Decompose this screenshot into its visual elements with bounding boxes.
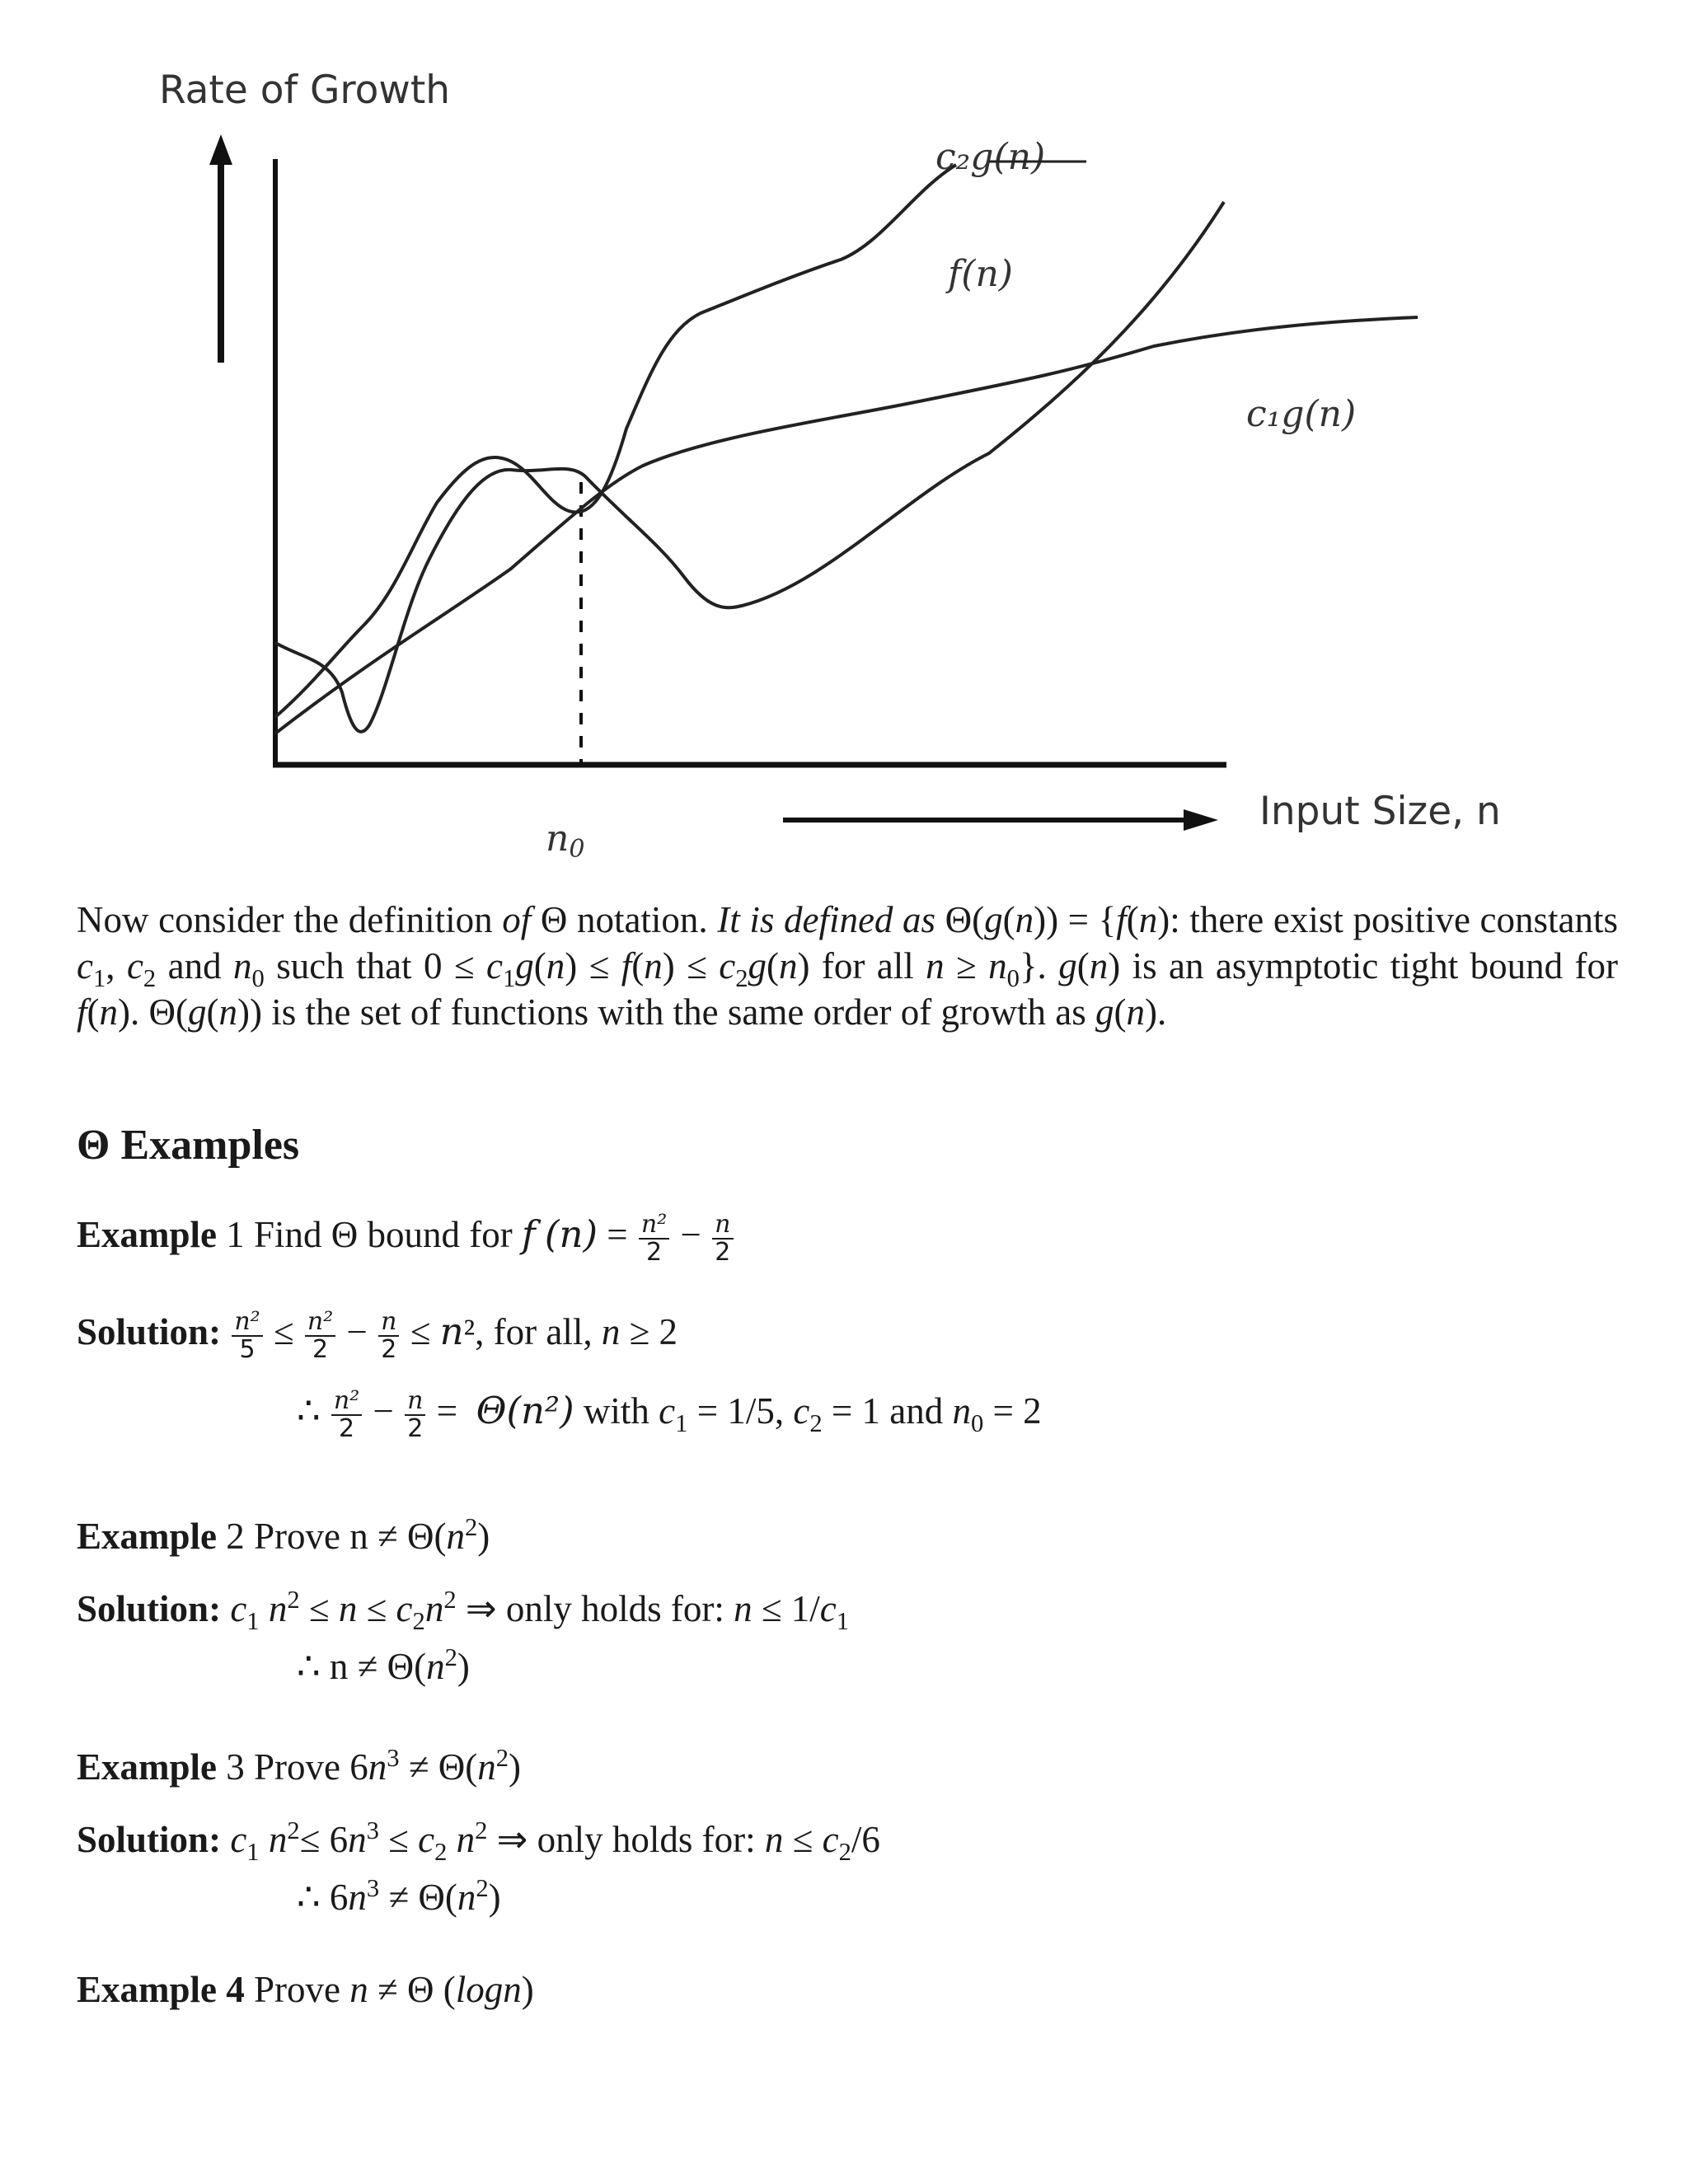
y-axis-label: Rate of Growth [159,68,451,113]
fraction: $\frac{\text{n²}}{2}$ [331,1388,362,1441]
section-heading: Θ Examples [77,1122,300,1169]
example-2-statement: Example 2 Prove $n \ne \Theta(n^2)$ [77,1513,490,1557]
fn-curve [275,202,1224,732]
fraction: $\frac{n}{2}$ [405,1388,425,1441]
fraction: $\frac{n}{2}$ [712,1212,733,1265]
up-arrow-head-icon [209,134,232,165]
example-2-solution-line-2: ∴ $n \ne \Theta(n^2)$ [297,1643,470,1687]
growth-rate-figure [0,0,1688,874]
c2gn-curve [275,165,956,717]
example-1-statement: Example 1 Find Θ bound for f (n) = $\frac{\text{n²}}{2}$ − $\frac{n}{2}$ [77,1212,735,1265]
n0-label: n0 [546,818,585,864]
example-2-solution-line-1: Solution: $c_1$ $n^2 \le n \le c_2n^2$ ⇒ only holds for: $n \le 1/c_1$ [77,1586,850,1635]
c2gn-label: c₂g(n) [935,136,1046,178]
c1gn-label: c₁g(n) [1246,393,1357,435]
fraction: $\frac{\text{n²}}{5}$ [232,1309,262,1362]
example-4-statement: Example 4 Prove n ≠ Θ (logn) [77,1969,534,2010]
fraction: $\frac{n}{2}$ [378,1309,399,1362]
example-1-solution-line-1: Solution: $\frac{\text{n²}}{5}$ ≤ $\frac{\text{n²}}{2}$ − $\frac{n}{2}$ ≤ n², for all, n ≥ 2 [77,1307,678,1364]
example-1-solution-line-2: ∴ $\frac{\text{n²}}{2}$ − $\frac{n}{2}$ = Θ(n²) with $c_1 = 1/5$, $c_2 = 1$ and $n_0 = 2$ [297,1386,1042,1443]
x-axis-label: Input Size, n [1259,789,1501,834]
example-3-solution-line-2: ∴ $6n^3 \ne \Theta(n^2)$ [297,1874,501,1918]
fn-label: f(n) [948,253,1013,295]
fraction: $\frac{\text{n²}}{2}$ [639,1212,669,1265]
fraction: $\frac{\text{n²}}{2}$ [305,1309,335,1362]
definition-paragraph: Now consider the definition of Θ notation. It is defined as Θ(g(n)) = {f(n): there exist positive constants $c_1$, $c_2$ and $n_0$ such that $0 \le c_1g(n) \le f(n) \le c_2g(n)$ for all $n \ge n_0$}. g(n) is an asymptotic tight bound for f(n). Θ(g(n)) is the set of functions with the same order of growth as g(n). [77,899,1619,1033]
example-3-statement: Example 3 Prove $6n^3 \ne \Theta(n^2)$ [77,1744,522,1788]
right-arrow-head-icon [1184,809,1218,831]
example-3-solution-line-1: Solution: $c_1$ $n^2\le 6n^3 \le c_2$ $n^2$ ⇒ only holds for: $n \le c_2/6$ [77,1816,880,1866]
